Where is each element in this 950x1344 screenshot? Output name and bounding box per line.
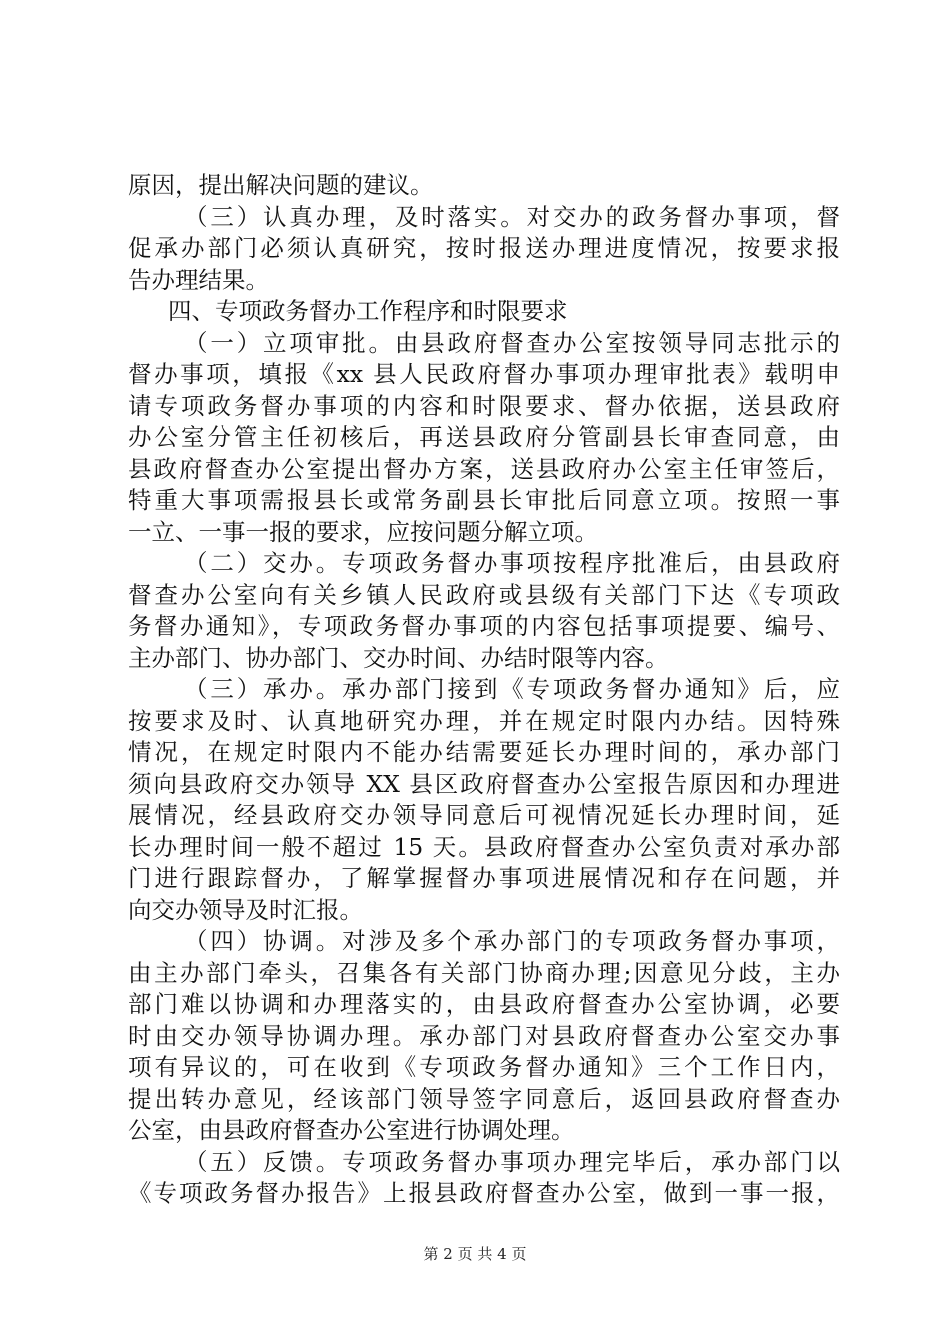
text-line: （三）认真办理，及时落实。对交办的政务督办事项，督: [184, 202, 840, 231]
page-footer: [0, 1244, 950, 1264]
text-line: 四、专项政务督办工作程序和时限要求: [168, 297, 568, 325]
text-line: 情况，在规定时限内不能办结需要延长办理时间的，承办部门: [128, 738, 840, 766]
text-line: 门进行跟踪督办，了解掌握督办事项进展情况和存在问题，并: [128, 864, 840, 892]
text-line: 告办理结果。: [128, 265, 269, 294]
text-line: 长办理时间一般不超过 15 天。县政府督查办公室负责对承办部: [128, 832, 840, 861]
text-line: （三）承办。承办部门接到《专项政务督办通知》后，应: [184, 675, 840, 703]
text-line: 公室，由县政府督查办公室进行协调处理。: [128, 1116, 575, 1144]
page-number-label: 第 2 页 共 4 页: [423, 1245, 527, 1263]
text-line: （一）立项审批。由县政府督查办公室按领导同志批示的: [184, 328, 840, 357]
text-line: 《专项政务督办报告》上报县政府督查办公室，做到一事一报，: [128, 1179, 840, 1207]
text-line: 按要求及时、认真地研究办理，并在规定时限内办结。因特殊: [128, 706, 840, 735]
document-body: [128, 170, 840, 1210]
text-line: 原因，提出解决问题的建议。: [128, 171, 434, 199]
text-line: 须向县政府交办领导 XX 县区政府督查办公室报告原因和办理进: [128, 769, 840, 798]
text-line: 县政府督查办公室提出督办方案，送县政府办公室主任审签后，: [128, 454, 840, 483]
text-line: （二）交办。专项政务督办事项按程序批准后，由县政府: [184, 549, 840, 577]
text-line: 项有异议的，可在收到《专项政务督办通知》三个工作日内，: [128, 1053, 840, 1081]
text-line: 督办事项，填报《xx 县人民政府督办事项办理审批表》载明申: [128, 360, 840, 388]
text-line: 务督办通知》，专项政务督办事项的内容包括事项提要、编号、: [128, 612, 840, 640]
text-line: 办公室分管主任初核后，再送县政府分管副县长审查同意，由: [128, 423, 840, 451]
text-line: （四）协调。对涉及多个承办部门的专项政务督办事项，: [184, 927, 840, 955]
text-line: 促承办部门必须认真研究，按时报送办理进度情况，按要求报: [128, 234, 840, 262]
text-line: 由主办部门牵头，召集各有关部门协商办理;因意见分歧，主办: [128, 958, 840, 987]
text-line: 展情况，经县政府交办领导同意后可视情况延长办理时间，延: [128, 801, 840, 829]
text-line: 提出转办意见，经该部门领导签字同意后，返回县政府督查办: [128, 1084, 840, 1113]
text-line: 一立、一事一报的要求，应按问题分解立项。: [128, 517, 598, 546]
text-line: 向交办领导及时汇报。: [128, 895, 363, 924]
text-line: 部门难以协调和办理落实的，由县政府督查办公室协调，必要: [128, 990, 840, 1018]
text-line: 特重大事项需报县长或常务副县长审批后同意立项。按照一事: [128, 486, 840, 514]
text-line: 督查办公室向有关乡镇人民政府或县级有关部门下达《专项政: [128, 580, 840, 609]
text-line: 主办部门、协办部门、交办时间、办结时限等内容。: [128, 643, 669, 672]
text-line: 请专项政务督办事项的内容和时限要求、督办依据，送县政府: [128, 391, 840, 420]
text-line: 时由交办领导协调办理。承办部门对县政府督查办公室交办事: [128, 1021, 840, 1050]
text-line: （五）反馈。专项政务督办事项办理完毕后，承办部门以: [184, 1147, 840, 1176]
